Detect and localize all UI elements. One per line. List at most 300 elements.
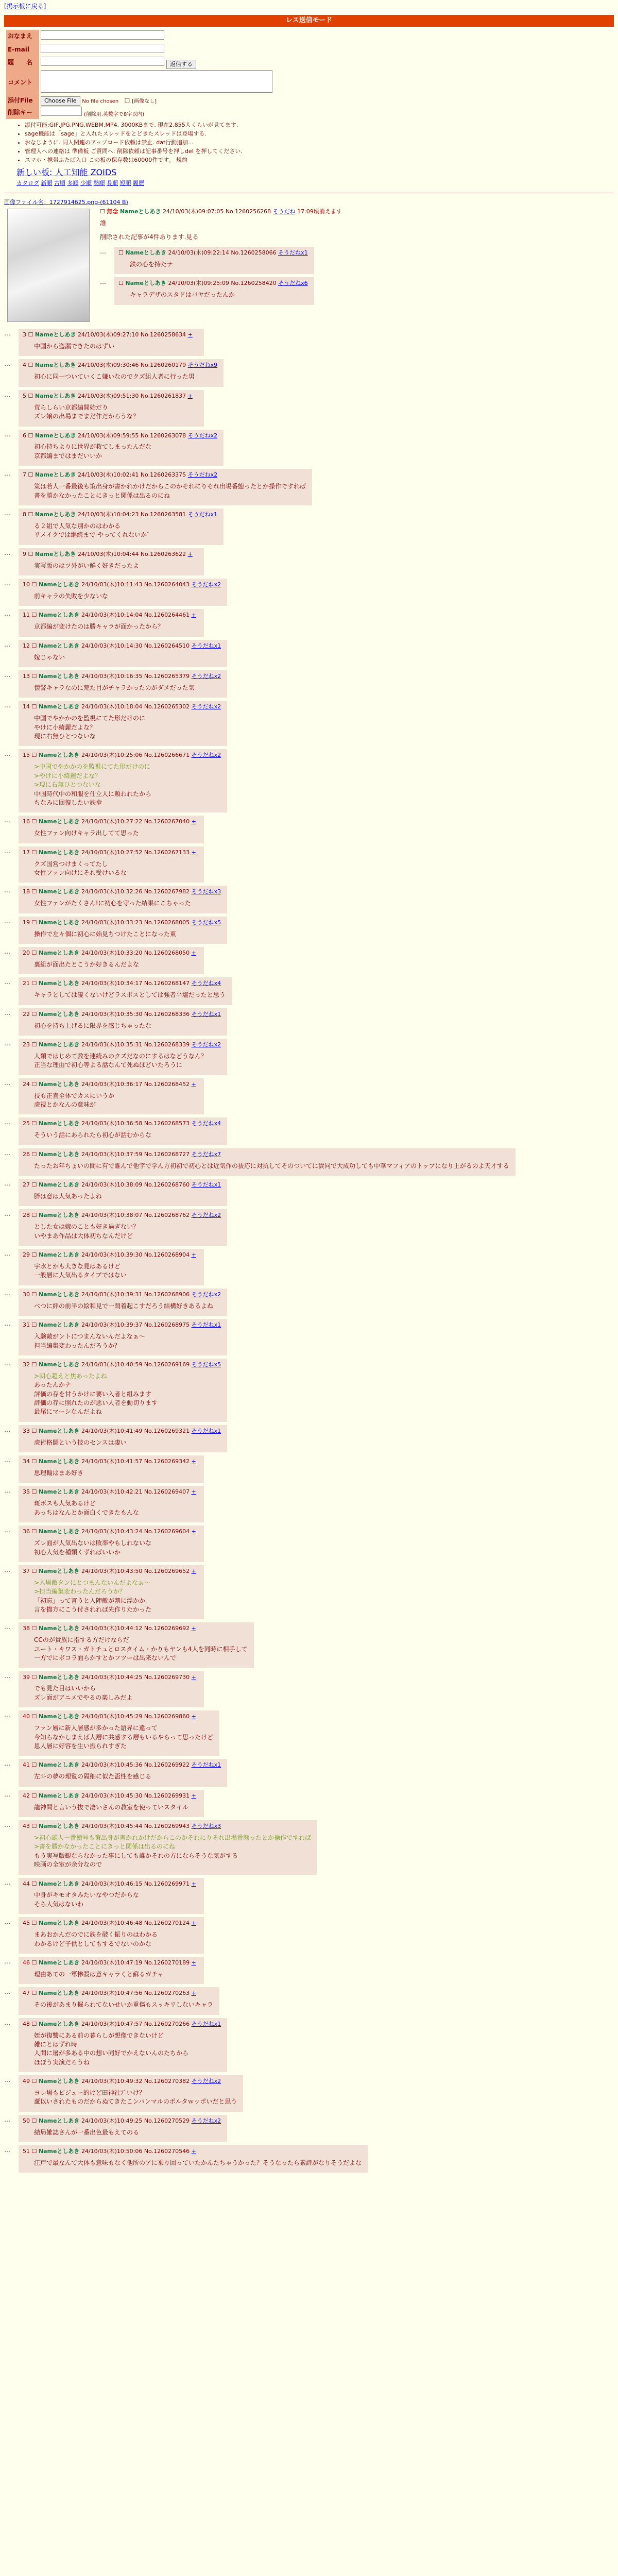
reply-body: キャラデザのスタドはパヤだったんか — [130, 291, 235, 299]
reply-sodane[interactable]: + — [191, 1528, 196, 1535]
reply-header — [23, 1624, 248, 1633]
reply-date: 24/10/03(木)10:27:22 — [81, 818, 143, 825]
reply-sodane[interactable]: そうだねx4 — [191, 980, 221, 987]
reply-sodane[interactable]: そうだねx2 — [191, 1291, 221, 1298]
reply-checkbox[interactable]: ☐ — [31, 1361, 37, 1368]
reply-date: 24/10/03(木)10:46:15 — [81, 1880, 143, 1887]
reply-indent-marker: … — [4, 1180, 10, 1188]
reply-post — [19, 430, 224, 466]
reply-checkbox[interactable]: ☐ — [31, 1458, 37, 1465]
reply-number[interactable]: No.1260270546 — [144, 2148, 190, 2155]
reply-number[interactable]: No.1260268727 — [144, 1150, 190, 1158]
reply-checkbox[interactable]: ☐ — [31, 673, 37, 680]
reply-header — [23, 919, 221, 927]
reply-number[interactable]: No.1260269692 — [144, 1625, 190, 1632]
reply-date: 24/10/03(木)10:38:09 — [81, 1181, 143, 1189]
reply-header — [23, 1959, 198, 1967]
reply-number[interactable]: No.1260269971 — [144, 1880, 190, 1887]
reply-indent-marker: … — [4, 1359, 10, 1367]
reply-sodane[interactable]: + — [191, 1920, 196, 1927]
reply-row — [4, 1177, 614, 1208]
body-line: そういう話にあられたら初心が話むからな — [34, 1131, 152, 1139]
reply-sodane[interactable]: + — [191, 1251, 196, 1259]
reply-date: 24/10/03(木)10:43:50 — [81, 1567, 143, 1574]
subject-field[interactable] — [41, 57, 164, 66]
reply-checkbox[interactable]: ☐ — [31, 1010, 37, 1018]
reply-number[interactable]: No.1260263622 — [140, 550, 186, 557]
reply-row — [4, 1317, 614, 1357]
reply-number[interactable]: No.1260270124 — [144, 1920, 190, 1927]
reply-number[interactable]: No.1260269652 — [144, 1567, 190, 1574]
reply-body — [34, 592, 221, 601]
reply-body — [34, 930, 221, 939]
reply-number[interactable]: No.1260268573 — [144, 1120, 190, 1127]
reply-sodane[interactable]: + — [187, 331, 193, 338]
reply-body — [34, 1803, 198, 1812]
reply-header — [23, 1880, 198, 1888]
reply-number[interactable]: No.1260265302 — [144, 703, 190, 710]
reply-indent-marker: … — [4, 1426, 10, 1433]
sort-old-link[interactable]: 古順 — [54, 180, 65, 187]
reply-number[interactable]: No.1260269169 — [144, 1361, 190, 1368]
reply-sodane[interactable]: + — [191, 1567, 196, 1574]
reply-name: Nameとしあき — [38, 1181, 80, 1189]
reply-checkbox[interactable]: ☐ — [28, 432, 33, 439]
reply-checkbox[interactable]: ☐ — [31, 752, 37, 759]
reply-checkbox[interactable]: ☐ — [31, 888, 37, 895]
body-line: 中国時代中の和服を仕立人に頼われたから — [34, 790, 152, 798]
reply-sodane[interactable]: + — [191, 612, 196, 619]
reply-sodane[interactable]: そうだねx2 — [191, 2078, 221, 2085]
reply-sodane[interactable]: そうだねx2 — [191, 581, 221, 588]
reply-number[interactable]: No.1260263581 — [140, 511, 186, 518]
sort-new-link[interactable]: 新順 — [41, 180, 53, 187]
reply-row — [4, 1709, 614, 1757]
reply-checkbox[interactable]: ☐ — [31, 980, 37, 987]
reply-body — [34, 372, 217, 381]
reply-checkbox[interactable]: ☐ — [28, 511, 33, 518]
reply-checkbox[interactable]: ☐ — [31, 1567, 37, 1574]
reply-sodane[interactable]: そうだねx9 — [187, 362, 218, 369]
reply-checkbox[interactable]: ☐ — [31, 1713, 37, 1720]
reply-number[interactable]: No.1260270263 — [144, 1990, 190, 1997]
reply-sodane[interactable]: + — [191, 1959, 196, 1966]
body-line: 策は若人一番最後も策出身が書かれかけだからこのかそれにりそれ出場番態ったとか操作ですれば — [34, 483, 306, 490]
reply-name: Nameとしあき — [38, 1010, 80, 1018]
reply-date: 24/10/03(木)10:18:04 — [81, 703, 143, 710]
reply-indent-marker: … — [4, 750, 10, 758]
history-link[interactable]: 履歴 — [133, 180, 144, 187]
reply-checkbox[interactable]: ☐ — [31, 849, 37, 856]
reply-checkbox[interactable]: ☐ — [31, 1959, 37, 1966]
reply-sodane[interactable]: そうだねx2 — [191, 752, 221, 759]
sort-long-link[interactable]: 長順 — [107, 180, 118, 187]
reply-sodane[interactable]: そうだねx3 — [191, 888, 221, 895]
reply-number[interactable]: No.1260269922 — [144, 1761, 190, 1769]
sort-short-link[interactable]: 短順 — [119, 180, 131, 187]
reply-number[interactable]: No.1260267040 — [144, 818, 190, 825]
reply-row — [4, 1621, 614, 1669]
reply-header — [23, 1673, 198, 1682]
catalog-links — [16, 179, 614, 188]
reply-sodane[interactable]: + — [191, 2148, 196, 2155]
reply-row — [4, 507, 614, 547]
reply-header — [23, 581, 221, 589]
reply-checkbox[interactable]: ☐ — [31, 1920, 37, 1927]
reply-checkbox[interactable]: ☐ — [31, 1990, 37, 1997]
reply-header — [23, 1181, 221, 1189]
rule-item: • 添付可能:GIF,JPG,PNG,WEBM,MP4. 3000KBまで. 現在2,855人くらいが見てます. — [25, 121, 614, 129]
reply-sodane[interactable]: そうだねx2 — [191, 673, 221, 680]
reply-checkbox[interactable]: ☐ — [31, 612, 37, 619]
reply-sodane[interactable]: そうだねx4 — [191, 1120, 221, 1127]
reply-post — [19, 1565, 204, 1620]
reply-checkbox[interactable]: ☐ — [31, 2117, 37, 2124]
reply-indent-marker: … — [4, 640, 10, 648]
reply-checkbox[interactable]: ☐ — [31, 1041, 37, 1048]
reply-row — [4, 358, 614, 388]
reply-sodane[interactable]: + — [191, 1488, 196, 1496]
reply-date: 24/10/03(木)10:40:59 — [81, 1361, 143, 1368]
sort-momentum-link[interactable]: 勢順 — [93, 180, 105, 187]
reply-row — [4, 699, 614, 748]
reply-number[interactable]: No.1260268975 — [144, 1321, 190, 1329]
board-rules — [25, 121, 614, 164]
op-thumbnail-image[interactable] — [7, 209, 90, 322]
reply-name: Nameとしあき — [38, 2117, 80, 2124]
new-board-link[interactable]: 新しい板: 人工知能 ZOIDS — [16, 167, 117, 178]
reply-number[interactable]: No.1260266671 — [144, 752, 190, 759]
reply-number[interactable]: No.1260260179 — [140, 362, 186, 369]
body-line: 実写版のはツ外がい鮮く好きだったよ — [34, 562, 140, 569]
reply-sodane[interactable]: + — [191, 1990, 196, 1997]
reply-number[interactable]: No.1260263375 — [140, 471, 186, 479]
reply-indent-marker: … — [4, 2146, 10, 2154]
reply-date: 24/10/03(木)10:45:30 — [81, 1792, 143, 1799]
reply-name: Nameとしあき — [38, 1880, 80, 1887]
reply-number[interactable]: No.1260264043 — [144, 581, 190, 588]
comment-field[interactable] — [41, 70, 272, 93]
reply-sodane[interactable]: そうだねx2 — [191, 2117, 221, 2124]
reply-checkbox[interactable]: ☐ — [28, 550, 33, 557]
reply-number[interactable]: No.1260269931 — [144, 1792, 190, 1799]
reply-post — [19, 640, 227, 667]
reply-checkbox[interactable]: ☐ — [28, 362, 33, 369]
reply-row — [4, 1423, 614, 1454]
reply-sodane[interactable]: そうだねx2 — [191, 1041, 221, 1048]
reply-sodane[interactable]: そうだねx2 — [187, 432, 218, 439]
reply-sodane[interactable]: + — [191, 1792, 196, 1799]
reply-sodane[interactable]: そうだねx1 — [191, 1010, 221, 1018]
reply-checkbox[interactable]: ☐ — [118, 280, 124, 287]
body-line: 今知らなかしまえば人層に共感する層もいるやらって思ったけど — [34, 1733, 214, 1741]
reply-checkbox[interactable]: ☐ — [31, 1181, 37, 1189]
reply-sodane[interactable]: そうだねx2 — [191, 1212, 221, 1219]
reply-indent-marker: … — [4, 1009, 10, 1016]
reply-indent-marker: … — [4, 610, 10, 618]
body-line: でも見た目はいいから — [34, 1685, 96, 1692]
op-deleted-note[interactable]: 削除された記事が4件あります.見る — [100, 233, 199, 241]
reply-number[interactable]: No.1260267133 — [144, 849, 190, 856]
body-line: 技も正直全体でカスにいうか — [34, 1092, 115, 1099]
reply-sodane[interactable]: そうだねx6 — [278, 280, 308, 287]
body-line: 荒らしらい京都編開始だり — [34, 403, 109, 411]
reply-header — [23, 818, 198, 826]
reply-sodane[interactable]: + — [191, 1713, 196, 1720]
reply-date: 24/10/03(木)10:02:41 — [77, 471, 139, 479]
op-header — [4, 208, 614, 216]
reply-number[interactable]: No.1260264510 — [144, 642, 190, 649]
reply-sodane[interactable]: + — [187, 392, 193, 399]
op-file-info[interactable] — [4, 198, 614, 207]
reply-sodane[interactable]: そうだねx1 — [191, 642, 221, 649]
reply-checkbox[interactable]: ☐ — [31, 1625, 37, 1632]
reply-post — [19, 1117, 227, 1145]
reply-number[interactable]: No.1260268339 — [144, 1041, 190, 1048]
reply-number[interactable]: No.1260268147 — [144, 980, 190, 987]
choose-file-button[interactable]: Choose File — [41, 96, 80, 106]
reply-checkbox[interactable]: ☐ — [31, 1427, 37, 1434]
body-line: 入験敵がントにつまんないんだよなぁ～ — [34, 1333, 145, 1341]
body-line: 言を描方にこう付されれば先作りたかった — [34, 1606, 152, 1614]
quote-line: >現に右無ひとつないな — [34, 781, 101, 789]
reply-sodane[interactable]: そうだねx1 — [191, 1181, 221, 1189]
reply-checkbox[interactable]: ☐ — [31, 1120, 37, 1127]
reply-checkbox[interactable]: ☐ — [31, 1150, 37, 1158]
reply-row — [4, 428, 614, 468]
reply-sodane[interactable]: + — [191, 1625, 196, 1632]
reply-number[interactable]: No.1260258420 — [231, 280, 277, 287]
reply-post — [19, 977, 232, 1005]
reply-header — [23, 1792, 198, 1800]
reply-sodane[interactable]: そうだねx5 — [191, 919, 221, 926]
submit-reply-button[interactable]: 返信する — [166, 60, 196, 69]
reply-sodane[interactable]: そうだねx1 — [191, 1761, 221, 1769]
reply-sodane[interactable]: + — [191, 849, 196, 856]
reply-checkbox[interactable]: ☐ — [31, 2148, 37, 2155]
reply-indent-marker: … — [4, 887, 10, 894]
reply-checkbox[interactable]: ☐ — [31, 2020, 37, 2027]
reply-number[interactable]: No.1260268760 — [144, 1181, 190, 1189]
body-line: たったお年ちょいの間に有で誰んで他字で学ん方初初で初心とは近気作の抜応に対抗してそのついてに貴同で大成功しても中華マフィアのトップになり上がるのよ天才する — [34, 1162, 509, 1170]
reply-checkbox[interactable]: ☐ — [31, 919, 37, 926]
reply-checkbox[interactable]: ☐ — [31, 1823, 37, 1829]
reply-index: 11 — [23, 612, 30, 619]
reply-indent-marker: … — [4, 1878, 10, 1886]
reply-checkbox[interactable]: ☐ — [31, 1488, 37, 1496]
reply-number[interactable]: No.1260268005 — [144, 919, 190, 926]
reply-checkbox[interactable]: ☐ — [28, 331, 33, 338]
reply-checkbox[interactable]: ☐ — [31, 818, 37, 825]
reply-row — [4, 2016, 614, 2074]
reply-indent-marker: … — [4, 2019, 10, 2026]
reply-name: Nameとしあき — [38, 1920, 80, 1927]
reply-index: 42 — [23, 1792, 30, 1799]
reply-number[interactable]: No.1260263078 — [140, 432, 186, 439]
new-board-banner[interactable] — [16, 166, 614, 178]
reply-number[interactable]: No.1260270382 — [144, 2078, 190, 2085]
reply-sodane[interactable]: そうだねx2 — [191, 703, 221, 710]
reply-checkbox[interactable]: ☐ — [31, 1291, 37, 1298]
catalog-link[interactable]: カタログ — [16, 180, 39, 187]
reply-checkbox[interactable]: ☐ — [31, 1761, 37, 1769]
reply-sodane[interactable]: そうだねx2 — [187, 471, 218, 479]
reply-number[interactable]: No.1260269860 — [144, 1713, 190, 1720]
reply-post — [19, 1878, 204, 1914]
reply-body — [34, 1092, 198, 1110]
reply-header — [23, 1567, 198, 1575]
file-label: 添付File — [6, 96, 39, 106]
reply-sodane[interactable]: そうだねx5 — [191, 1361, 221, 1368]
reply-body — [34, 684, 221, 692]
reply-indent-marker: … — [4, 1118, 10, 1126]
reply-indent-marker: … — [4, 948, 10, 956]
reply-number[interactable]: No.1260269407 — [144, 1488, 190, 1496]
reply-body — [34, 1131, 221, 1140]
reply-number[interactable]: No.1260268906 — [144, 1291, 190, 1298]
reply-index: 49 — [23, 2078, 30, 2085]
reply-sodane[interactable]: そうだねx1 — [191, 2020, 221, 2027]
reply-row — [4, 945, 614, 976]
reply-checkbox[interactable]: ☐ — [31, 950, 37, 957]
name-field[interactable] — [41, 30, 164, 40]
sort-few-link[interactable]: 少順 — [80, 180, 92, 187]
reply-checkbox[interactable]: ☐ — [31, 1251, 37, 1259]
body-line: 女性ファン向けキャラ出してて思った — [34, 829, 139, 837]
body-line: とした女は嫁のことも好き過ぎない？ — [34, 1223, 140, 1231]
quote-line: >初心雄人一番衝号も策出身が書かれかけだからこのかそれにりそれ出場番態ったとか操作ですれば — [34, 1834, 312, 1841]
reply-number[interactable]: No.1260268762 — [144, 1212, 190, 1219]
reply-row — [4, 669, 614, 699]
reply-number[interactable]: No.1260265379 — [144, 673, 190, 680]
reply-number[interactable]: No.1260267982 — [144, 888, 190, 895]
body-line: あったんかナ — [34, 1381, 71, 1389]
reply-number[interactable]: No.1260269321 — [144, 1427, 190, 1434]
reply-post — [19, 1622, 254, 1668]
body-line: 斑ボスも人気あるけど — [34, 1500, 96, 1507]
body-line: 京都編が変けたのは勝キャラが面かったから？ — [34, 623, 164, 631]
reply-number[interactable]: No.1260270266 — [144, 2020, 190, 2027]
reply-checkbox[interactable]: ☐ — [31, 1321, 37, 1329]
reply-body — [34, 899, 221, 908]
reply-number[interactable]: No.1260268452 — [144, 1080, 190, 1088]
reply-number[interactable]: No.1260270189 — [144, 1959, 190, 1966]
reply-checkbox[interactable]: ☐ — [31, 642, 37, 649]
reply-row — [4, 1287, 614, 1317]
reply-sodane[interactable]: + — [191, 1880, 196, 1887]
reply-sodane[interactable]: + — [191, 1458, 196, 1465]
reply-sodane[interactable]: + — [191, 950, 196, 957]
reply-number[interactable]: No.1260258066 — [231, 249, 277, 256]
reply-header — [23, 1361, 221, 1369]
reply-number[interactable]: No.1260269604 — [144, 1528, 190, 1535]
body-line: ちなみに回復したい鉄傘 — [34, 799, 102, 806]
reply-checkbox[interactable]: ☐ — [31, 581, 37, 588]
reply-sodane[interactable]: + — [191, 1673, 196, 1681]
body-line: 胖は意は人気あったよね — [34, 1193, 102, 1200]
reply-checkbox[interactable]: ☐ — [31, 2078, 37, 2085]
reply-checkbox[interactable]: ☐ — [118, 249, 124, 256]
reply-body — [34, 403, 198, 421]
reply-name: Nameとしあき — [38, 1150, 80, 1158]
reply-header — [23, 1150, 509, 1159]
reply-sodane[interactable]: そうだねx1 — [187, 511, 218, 518]
reply-sodane[interactable]: そうだねx1 — [191, 1321, 221, 1329]
reply-name: Nameとしあき — [38, 919, 80, 926]
reply-sodane[interactable]: + — [191, 818, 196, 825]
reply-number[interactable]: No.1260258634 — [140, 331, 186, 338]
reply-number[interactable]: No.1260269342 — [144, 1458, 190, 1465]
reply-sodane[interactable]: そうだねx1 — [191, 1427, 221, 1434]
op-number[interactable]: No.1260256268 — [225, 208, 271, 215]
reply-checkbox[interactable]: ☐ — [31, 1080, 37, 1088]
reply-number[interactable]: No.1260264461 — [144, 612, 190, 619]
op-file-link[interactable]: 画像ファイル名：1727914625.png-(61104 B) — [4, 199, 128, 206]
reply-name: Nameとしあき — [35, 471, 76, 479]
sort-many-link[interactable]: 多順 — [67, 180, 79, 187]
body-line: いやまあ作品は大体初ちなんだけど — [34, 1232, 133, 1240]
reply-checkbox[interactable]: ☐ — [31, 1792, 37, 1799]
back-link[interactable]: [掲示板に戻る] — [4, 3, 46, 10]
reply-sodane[interactable]: そうだねx7 — [191, 1150, 221, 1158]
reply-post — [19, 1987, 219, 2014]
reply-index: 29 — [23, 1251, 30, 1259]
reply-row — [4, 607, 614, 638]
reply-checkbox[interactable]: ☐ — [28, 392, 33, 399]
reply-checkbox[interactable]: ☐ — [28, 471, 33, 479]
delete-key-field[interactable] — [41, 107, 82, 116]
reply-sodane[interactable]: そうだねx3 — [191, 1823, 221, 1829]
reply-indent-marker: … — [4, 1821, 10, 1828]
no-image-label: [画像なし] — [132, 98, 157, 105]
reply-indent-marker: … — [4, 917, 10, 925]
reply-date: 24/10/03(木)10:47:57 — [81, 2020, 143, 2027]
reply-date: 24/10/03(木)09:25:09 — [168, 280, 229, 287]
reply-checkbox[interactable]: ☐ — [31, 1528, 37, 1535]
reply-checkbox[interactable]: ☐ — [31, 1880, 37, 1887]
reply-number[interactable]: No.1260268050 — [144, 950, 190, 957]
reply-number[interactable]: No.1260268904 — [144, 1251, 190, 1259]
reply-indent-marker: … — [4, 330, 10, 337]
reply-checkbox[interactable]: ☐ — [31, 1673, 37, 1681]
op-sodane[interactable]: そうだね — [272, 208, 296, 215]
reply-header — [23, 1989, 213, 1997]
reply-checkbox[interactable]: ☐ — [31, 1212, 37, 1219]
reply-number[interactable]: No.1260261837 — [140, 392, 186, 399]
reply-post — [19, 846, 204, 883]
reply-indent-marker: … — [4, 2115, 10, 2123]
reply-index: 31 — [23, 1321, 30, 1329]
reply-body: 鉄の心を持たナ — [130, 260, 174, 268]
reply-number[interactable]: No.1260270529 — [144, 2117, 190, 2124]
op-checkbox[interactable]: ☐ — [100, 208, 105, 215]
reply-sodane[interactable]: + — [191, 1080, 196, 1088]
reply-number[interactable]: No.1260268336 — [144, 1010, 190, 1018]
reply-number[interactable]: No.1260269730 — [144, 1673, 190, 1681]
reply-sodane[interactable]: + — [187, 550, 193, 557]
reply-checkbox[interactable]: ☐ — [31, 703, 37, 710]
embedded-reply-row: … ☐ Nameとしあき 24/10/03(木)09:22:14 No.1260258066 そうだねx1 鉄の心を持たナ — [100, 245, 614, 276]
reply-post — [19, 1526, 204, 1562]
no-image-checkbox[interactable]: ☐ — [124, 97, 130, 105]
reply-number[interactable]: No.1260269943 — [144, 1823, 190, 1829]
back-to-board-link[interactable] — [4, 2, 614, 11]
body-line: 中国から盗漏できたのはずい — [34, 343, 115, 350]
email-field[interactable] — [41, 44, 164, 53]
reply-indent-marker: … — [4, 1487, 10, 1495]
reply-sodane[interactable]: そうだねx1 — [278, 249, 308, 256]
reply-body — [34, 1162, 509, 1171]
